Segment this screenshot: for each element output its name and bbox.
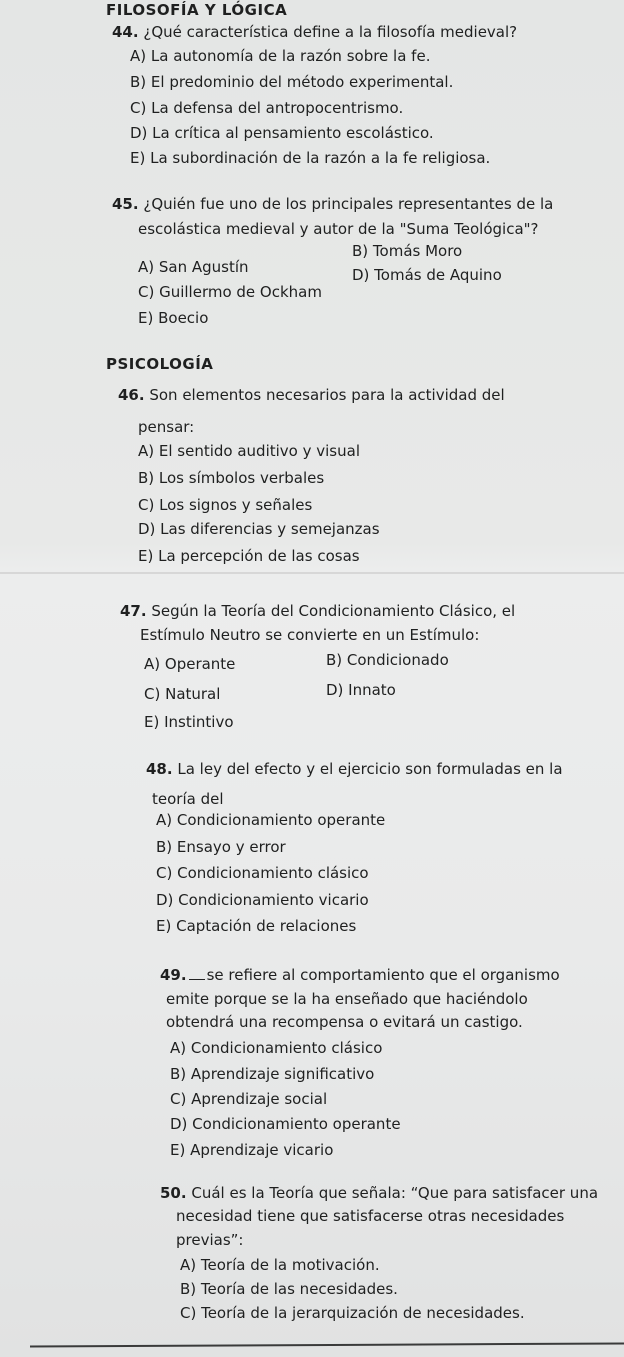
option-a: A) Teoría de la motivación. (180, 1256, 380, 1274)
option-c: C) Teoría de la jerarquización de necesidades. (180, 1304, 525, 1322)
question-47-line2: Estímulo Neutro se convierte en un Estímulo: (140, 626, 480, 644)
option-b: B) Teoría de las necesidades. (180, 1280, 398, 1298)
question-50-line2: necesidad tiene que satisfacerse otras necesidades (176, 1207, 565, 1225)
option-c: C) Condicionamiento clásico (156, 864, 369, 882)
question-number: 45. (112, 195, 139, 213)
question-text: ¿Qué característica define a la filosofía medieval? (143, 23, 518, 41)
option-b: B) Aprendizaje significativo (170, 1065, 375, 1083)
question-48-line1 (146, 760, 563, 778)
option-d: D) Innato (326, 681, 396, 699)
option-c: C) Natural (144, 685, 221, 703)
question-49-line2: emite porque se la ha enseñado que haciéndolo (166, 990, 528, 1008)
question-45-line2: escolástica medieval y autor de la "Suma Teológica"? (138, 220, 539, 238)
option-c: C) Guillermo de Ockham (138, 283, 322, 301)
question-49-line1 (160, 966, 560, 984)
option-e: E) Captación de relaciones (156, 917, 357, 935)
answer-blank (189, 967, 205, 980)
option-e: E) Instintivo (144, 713, 234, 731)
option-b: B) Tomás Moro (352, 242, 463, 260)
section-title-filosofia: FILOSOFÍA Y LÓGICA (106, 1, 288, 19)
question-46-line1 (118, 386, 505, 404)
question-47-line1 (120, 602, 515, 620)
question-48-line2: teoría del (152, 790, 224, 808)
section-title-psicologia: PSICOLOGÍA (106, 355, 214, 373)
question-49-line3: obtendrá una recompensa o evitará un castigo. (166, 1013, 523, 1031)
paper-fold (0, 572, 624, 574)
question-50-line3: previas”: (176, 1231, 244, 1249)
option-d: D) Las diferencias y semejanzas (138, 520, 380, 538)
option-a: A) El sentido auditivo y visual (138, 442, 360, 460)
option-b: B) Los símbolos verbales (138, 469, 325, 487)
question-50-line1 (160, 1184, 598, 1202)
option-b: B) Ensayo y error (156, 838, 286, 856)
question-number: 50. (160, 1184, 187, 1202)
option-b: B) El predominio del método experimental. (130, 73, 454, 91)
option-c: C) La defensa del antropocentrismo. (130, 99, 404, 117)
option-e: E) La percepción de las cosas (138, 547, 360, 565)
question-text: se refiere al comportamiento que el organismo (206, 966, 560, 984)
option-e: E) Aprendizaje vicario (170, 1141, 334, 1159)
option-a: A) Condicionamiento operante (156, 811, 386, 829)
option-d: D) Condicionamiento vicario (156, 891, 369, 909)
option-d: D) La crítica al pensamiento escolástico. (130, 124, 434, 142)
option-e: E) Boecio (138, 309, 209, 327)
option-d: D) Condicionamiento operante (170, 1115, 401, 1133)
question-45-line1 (112, 195, 553, 213)
option-c: C) Los signos y señales (138, 496, 313, 514)
option-b: B) Condicionado (326, 651, 449, 669)
question-text: La ley del efecto y el ejercicio son formuladas en la (177, 760, 563, 778)
bottom-rule (30, 1342, 624, 1347)
option-a: A) La autonomía de la razón sobre la fe. (130, 47, 431, 65)
question-44-text (112, 23, 517, 41)
question-number: 44. (112, 23, 139, 41)
option-d: D) Tomás de Aquino (352, 266, 502, 284)
question-46-line2: pensar: (138, 418, 195, 436)
question-number: 47. (120, 602, 147, 620)
option-a: A) Condicionamiento clásico (170, 1039, 383, 1057)
question-text: Son elementos necesarios para la actividad del (149, 386, 505, 404)
option-a: A) Operante (144, 655, 236, 673)
question-number: 49. (160, 966, 187, 984)
question-number: 48. (146, 760, 173, 778)
option-c: C) Aprendizaje social (170, 1090, 328, 1108)
option-a: A) San Agustín (138, 258, 249, 276)
question-text: ¿Quién fue uno de los principales representantes de la (143, 195, 554, 213)
question-number: 46. (118, 386, 145, 404)
option-e: E) La subordinación de la razón a la fe religiosa. (130, 149, 491, 167)
question-text: Cuál es la Teoría que señala: “Que para satisfacer una (191, 1184, 599, 1202)
question-text: Según la Teoría del Condicionamiento Clásico, el (151, 602, 516, 620)
